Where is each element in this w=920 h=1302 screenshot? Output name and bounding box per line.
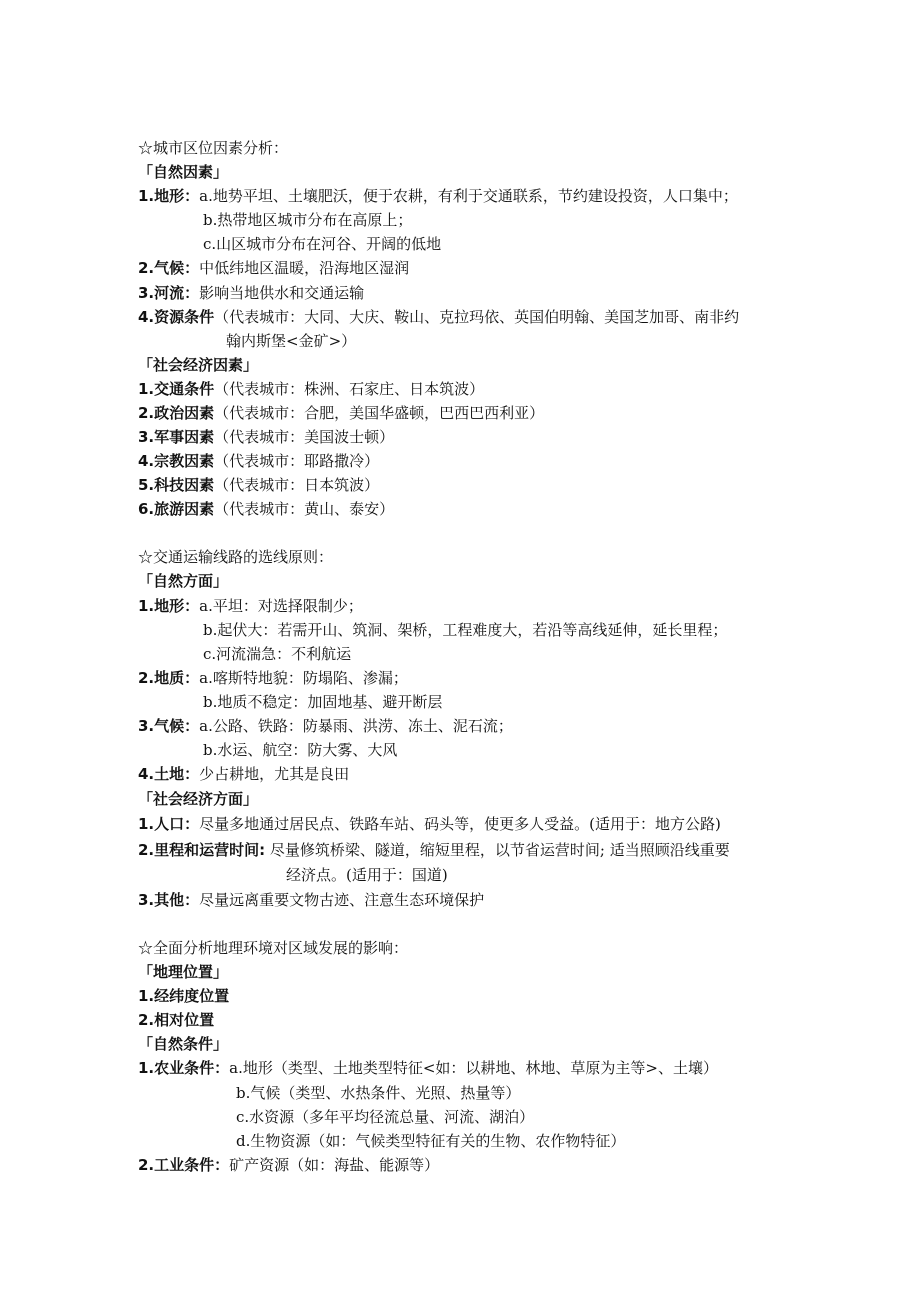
item-label: 4.资源条件: [138, 308, 215, 326]
list-subitem: b.热带地区城市分布在高原上；: [203, 211, 413, 229]
item-text: 尽量多地通过居民点、铁路车站、码头等，使更多人受益。(适用于：地方公路): [199, 815, 721, 833]
item-text: （代表城市：合肥，美国华盛顿，巴西巴西利亚）: [214, 404, 545, 422]
item-label: 1.人口：: [138, 815, 200, 833]
list-item: [138, 764, 349, 784]
subsection-title: 「自然因素」: [138, 163, 229, 181]
subsection-title: 「自然方面」: [138, 572, 229, 590]
list-item: 1.经纬度位置: [138, 987, 230, 1005]
item-text: （代表城市：株洲、石家庄、日本筑波）: [214, 380, 485, 398]
subsection-title: 「地理位置」: [138, 963, 229, 981]
item-label: 6.旅游因素: [138, 500, 215, 518]
subsection-title: 「社会经济方面」: [138, 790, 259, 808]
list-subitem: b.气候（类型、水热条件、光照、热量等）: [236, 1084, 521, 1102]
list-item: [138, 258, 409, 278]
item-label: 1.地形：: [138, 597, 200, 615]
list-item: [138, 596, 363, 616]
list-item: [138, 283, 364, 303]
list-item: [138, 499, 394, 519]
list-item: [138, 716, 513, 736]
item-label: 1.交通条件: [138, 380, 215, 398]
list-item: [138, 814, 721, 834]
list-item: [138, 840, 730, 860]
list-item: [138, 475, 379, 495]
item-text: （代表城市：日本筑波）: [214, 476, 380, 494]
item-label: 2.里程和运营时间:: [138, 841, 266, 859]
item-text: （代表城市：黄山、泰安）: [214, 500, 395, 518]
item-label: 5.科技因素: [138, 476, 215, 494]
list-item: [138, 186, 738, 206]
item-text: （代表城市：耶路撒冷）: [214, 452, 380, 470]
item-text: 尽量远离重要文物古迹、注意生态环境保护: [199, 891, 485, 909]
item-label: 1.地形：: [138, 187, 200, 205]
item-text: a.喀斯特地貌：防塌陷、渗漏；: [199, 669, 408, 687]
list-item: [138, 379, 484, 399]
item-label: 3.其他：: [138, 891, 200, 909]
list-subitem: c.山区城市分布在河谷、开阔的低地: [203, 235, 442, 253]
item-text: a.地形（类型、土地类型特征<如：以耕地、林地、草原为主等>、土壤）: [229, 1059, 718, 1077]
list-item: [138, 890, 484, 910]
item-text: a.公路、铁路：防暴雨、洪涝、冻土、泥石流；: [199, 717, 513, 735]
list-item-continuation: 翰内斯堡<金矿>）: [226, 332, 357, 350]
item-text: 尽量修筑桥梁、隧道，缩短里程，以节省运营时间; 适当照顾沿线重要: [265, 841, 730, 859]
section-heading: ☆城市区位因素分析：: [138, 139, 289, 157]
item-label: 4.宗教因素: [138, 452, 215, 470]
item-label: 2.工业条件：: [138, 1156, 230, 1174]
list-item: [138, 1058, 718, 1078]
item-label: 1.农业条件：: [138, 1059, 230, 1077]
item-text: （代表城市：美国波士顿）: [214, 428, 395, 446]
item-label: 3.气候：: [138, 717, 200, 735]
item-label: 2.政治因素: [138, 404, 215, 422]
list-item: [138, 307, 739, 327]
item-label: 2.地质：: [138, 669, 200, 687]
list-subitem: c.水资源（多年平均径流总量、河流、湖泊）: [236, 1108, 535, 1126]
list-subitem: b.水运、航空：防大雾、大风: [203, 741, 398, 759]
item-text: a.地势平坦、土壤肥沃，便于农耕，有利于交通联系，节约建设投资，人口集中；: [199, 187, 738, 205]
item-label: 3.军事因素: [138, 428, 215, 446]
list-subitem: b.地质不稳定：加固地基、避开断层: [203, 693, 443, 711]
item-label: 4.土地：: [138, 765, 200, 783]
list-item: [138, 427, 394, 447]
list-subitem: d.生物资源（如：气候类型特征有关的生物、农作物特征）: [236, 1132, 626, 1150]
item-label: 3.河流：: [138, 284, 200, 302]
item-text: a.平坦：对选择限制少；: [199, 597, 363, 615]
item-text: 少占耕地，尤其是良田: [199, 765, 350, 783]
list-item: [138, 668, 408, 688]
list-item: [138, 1155, 439, 1175]
section-heading: ☆交通运输线路的选线原则：: [138, 548, 334, 566]
list-subitem: b.起伏大：若需开山、筑洞、架桥，工程难度大，若沿等高线延伸，延长里程；: [203, 621, 728, 639]
list-item: [138, 451, 379, 471]
list-item-continuation: 经济点。(适用于：国道): [286, 866, 448, 884]
list-item: 2.相对位置: [138, 1011, 215, 1029]
item-text: 矿产资源（如：海盐、能源等）: [229, 1156, 440, 1174]
subsection-title: 「自然条件」: [138, 1035, 229, 1053]
section-heading: ☆全面分析地理环境对区域发展的影响：: [138, 939, 409, 957]
list-subitem: c.河流湍急：不利航运: [203, 645, 352, 663]
subsection-title: 「社会经济因素」: [138, 356, 259, 374]
list-item: [138, 403, 544, 423]
item-label: 2.气候：: [138, 259, 200, 277]
item-text: 影响当地供水和交通运输: [199, 284, 365, 302]
item-text: （代表城市：大同、大庆、鞍山、克拉玛依、英国伯明翰、美国芝加哥、南非约: [214, 308, 740, 326]
item-text: 中低纬地区温暖，沿海地区湿润: [199, 259, 410, 277]
